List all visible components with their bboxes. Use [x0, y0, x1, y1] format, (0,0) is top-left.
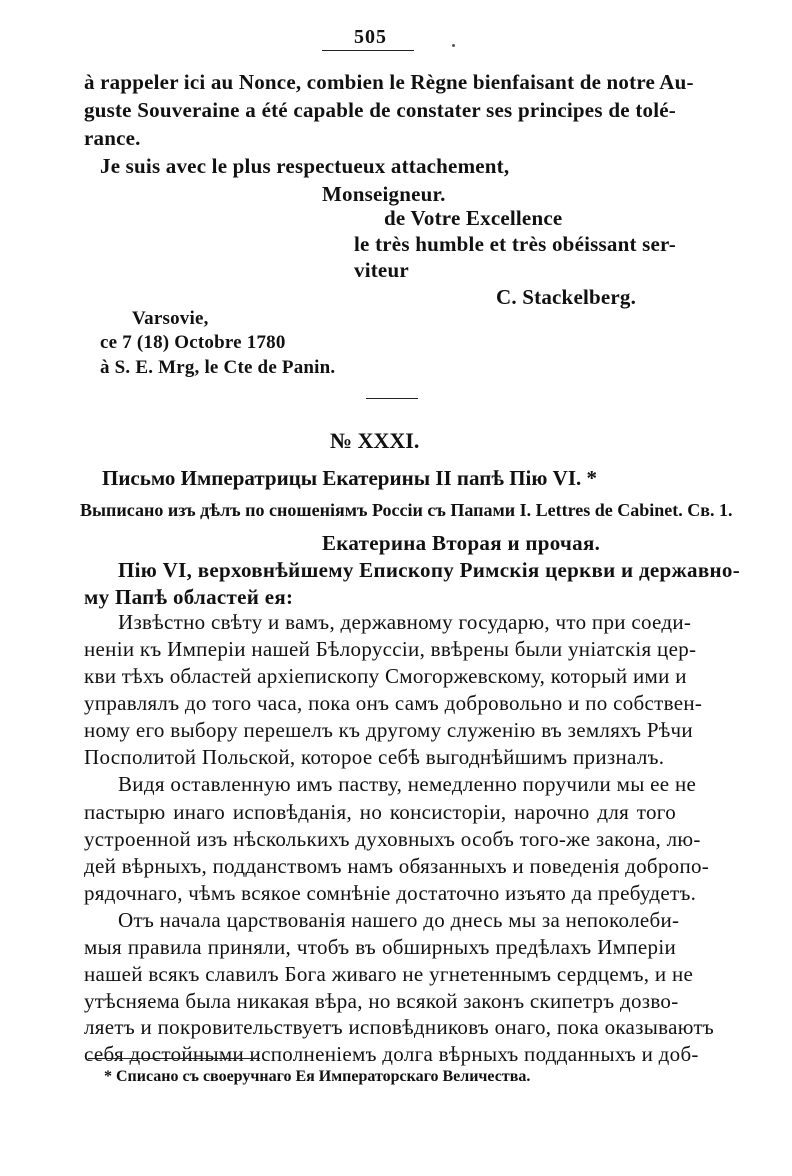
- french-closing: Je suis avec le plus respectueux attachement,: [100, 154, 510, 178]
- body-line: ляетъ и покровительствуетъ исповѣдниковъ онаго, пока оказываютъ: [84, 1015, 715, 1039]
- date: ce 7 (18) Octobre 1780: [100, 332, 286, 353]
- page-number: 505: [354, 26, 387, 48]
- body-line: кви тѣхъ областей архіепископу Смогоржевскому, который ими и: [84, 664, 687, 688]
- french-line: rance.: [84, 126, 141, 150]
- signature-name: C. Stackelberg.: [496, 285, 637, 309]
- addressee: à S. E. Mrg, le Cte de Panin.: [100, 357, 336, 378]
- body-line: Отъ начала царствованія нашего до днесь мы за непоколеби-: [118, 908, 680, 932]
- body-line: мыя правила приняли, чтобъ въ обширныхъ предѣлахъ Имперіи: [84, 935, 676, 959]
- body-line: му Папѣ областей ея:: [84, 585, 294, 609]
- footnote-rule: [88, 1058, 260, 1059]
- body-line: утѣсняема была никакая вѣра, но всякой законъ скипетръ дозво-: [84, 989, 679, 1013]
- body-line: Извѣстно свѣту и вамъ, державному государю, что при соеди-: [118, 610, 692, 634]
- body-line: ному его выбору перешелъ къ другому служенію въ земляхъ Рѣчи: [84, 718, 693, 742]
- document-title: Письмо Императрицы Екатерины II папѣ Пію VI. *: [102, 466, 598, 490]
- document-number: № XXXI.: [330, 428, 420, 453]
- body-line: дей вѣрныхъ, подданствомъ намъ обязанныхъ и поведенія добропо-: [84, 854, 710, 878]
- body-line: Видя оставленную имъ паству, немедленно поручили мы ее не: [118, 772, 697, 796]
- body-line: нашей всякъ славилъ Бога живаго не угнетеннымъ сердцемъ, и не: [84, 962, 694, 986]
- speck: [452, 44, 455, 47]
- footnote: * Списано съ своеручнаго Ея Императорскаго Величества.: [104, 1068, 531, 1085]
- body-line: рядочнаго, чѣмъ всякое сомнѣніе достаточно изъято да пребудетъ.: [84, 881, 697, 905]
- body-line: неніи къ Имперіи нашей Бѣлоруссіи, ввѣрены были уніатскія цер-: [84, 637, 697, 661]
- body-line: управлялъ до того часа, пока онъ самъ добровольно и по собствен-: [84, 691, 703, 715]
- body-line: Пію VI, верховнѣйшему Епископу Римскія церкви и державно-: [118, 558, 740, 582]
- body-line: устроенной изъ нѣсколькихъ духовныхъ особъ того-же закона, лю-: [84, 827, 701, 851]
- french-line: le très humble et très obéissant ser-: [354, 232, 676, 256]
- french-line: guste Souveraine a été capable de constater ses principes de tolé-: [84, 98, 676, 122]
- french-line: à rappeler ici au Nonce, combien le Règne bienfaisant de notre Au-: [84, 70, 694, 94]
- header-rule: [322, 50, 414, 51]
- body-line: пастырю инаго исповѣданія, но консисторіи, нарочно для того: [84, 800, 676, 824]
- source-note: Выписано изъ дѣлъ по сношеніямъ Россіи съ Папами I. Lettres de Cabinet. Св. 1.: [80, 500, 733, 520]
- french-line: de Votre Excellence: [384, 206, 563, 230]
- section-rule: [366, 398, 418, 399]
- body-line: себя достойными исполненіемъ долга вѣрныхъ подданныхъ и доб-: [84, 1042, 699, 1066]
- place: Varsovie,: [132, 308, 209, 329]
- french-line: viteur: [354, 258, 409, 282]
- sender-line: Екатерина Вторая и прочая.: [322, 531, 601, 555]
- body-line: Посполитой Польской, которое себѣ выгоднѣйшимъ призналъ.: [84, 745, 665, 769]
- french-salutation: Monseigneur.: [322, 182, 446, 206]
